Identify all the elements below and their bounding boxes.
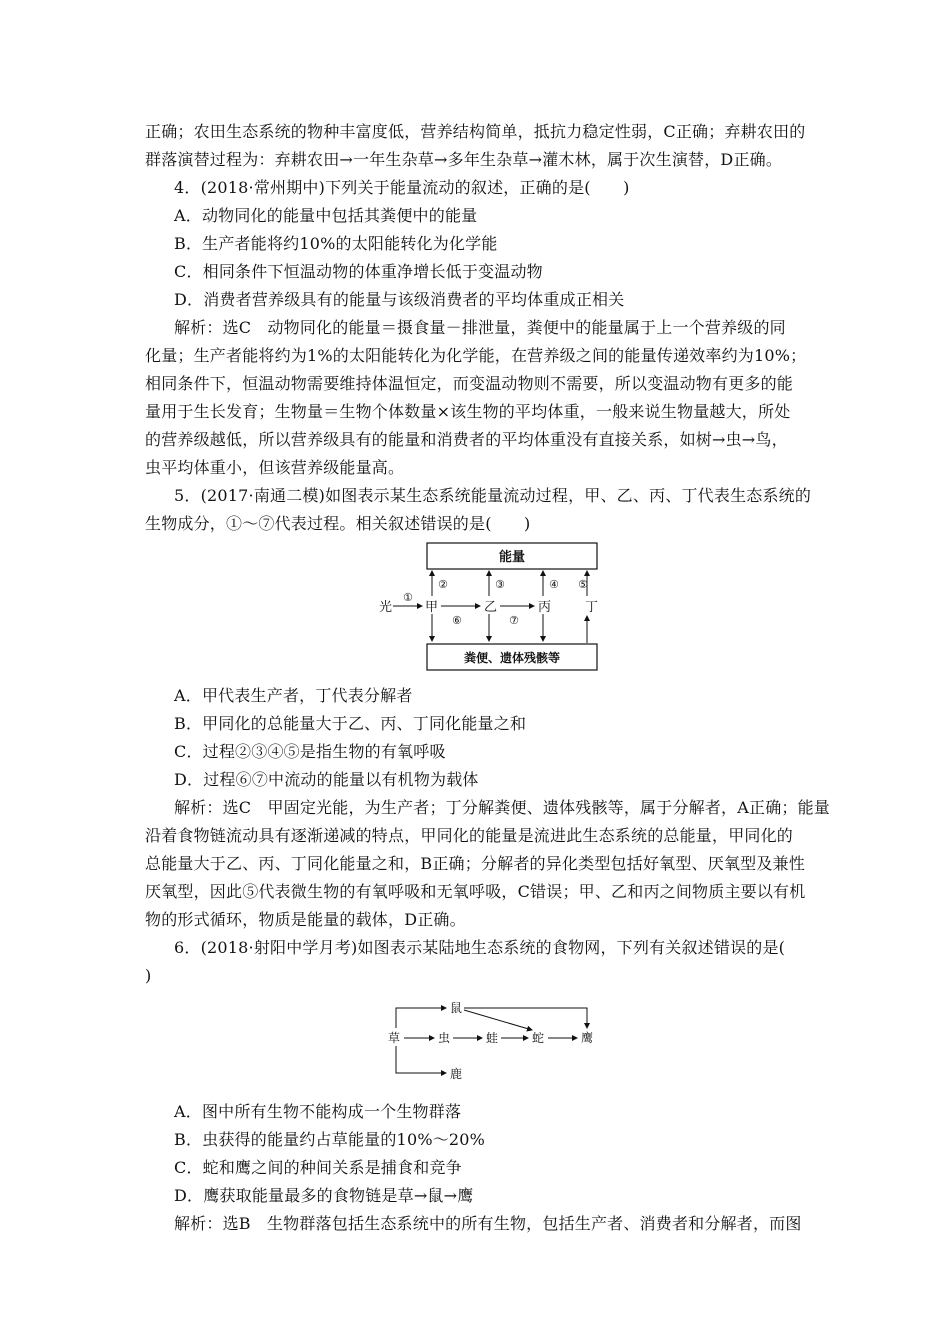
q6-analysis-line: 解析：选B 生物群落包括生态系统中的所有生物，包括生产者、消费者和分解者，而图 bbox=[174, 1214, 802, 1233]
energy-flow-diagram bbox=[375, 538, 610, 676]
label-7: ⑦ bbox=[509, 614, 519, 627]
node-snake: 蛇 bbox=[532, 1031, 545, 1045]
paragraph-line: 正确；农田生态系统的物种丰富度低，营养结构简单，抵抗力稳定性弱，C正确；弃耕农田的 bbox=[145, 122, 806, 141]
food-web-diagram bbox=[382, 988, 602, 1088]
q5-option-b: B．甲同化的总能量大于乙、丙、丁同化能量之和 bbox=[174, 714, 527, 733]
q4-analysis-line: 量用于生长发育；生物量＝生物个体数量×该生物的平均体重，一般来说生物量越大，所处 bbox=[145, 402, 791, 421]
q6-option-a: A．图中所有生物不能构成一个生物群落 bbox=[174, 1102, 462, 1121]
q5-option-d: D．过程⑥⑦中流动的能量以有机物为载体 bbox=[174, 770, 479, 789]
node-deer: 鹿 bbox=[450, 1067, 463, 1081]
energy-box-label: 能量 bbox=[498, 550, 526, 565]
q4-analysis-line: 虫平均体重小，但该营养级能量高。 bbox=[145, 458, 405, 477]
light-label: 光 bbox=[379, 600, 393, 615]
question-4-stem: 4．(2018·常州期中)下列关于能量流动的叙述，正确的是( ) bbox=[174, 178, 630, 197]
q5-analysis-line: 沿着食物链流动具有逐渐递减的特点，甲同化的能量是流进此生态系统的总能量，甲同化的 bbox=[145, 826, 794, 845]
q4-analysis-line: 化量；生产者能将约为1%的太阳能转化为化学能，在营养级之间的能量传递效率约为10%； bbox=[145, 346, 807, 365]
question-5-stem: 5．(2017·南通二模)如图表示某生态系统能量流动过程，甲、乙、丙、丁代表生态系统的 bbox=[174, 486, 812, 505]
q4-analysis-line: 解析：选C 动物同化的能量＝摄食量－排泄量，粪便中的能量属于上一个营养级的同 bbox=[174, 318, 786, 337]
node-frog: 蛙 bbox=[486, 1031, 499, 1045]
q6-option-b: B．虫获得的能量约占草能量的10%～20% bbox=[174, 1130, 486, 1149]
node-eagle: 鹰 bbox=[581, 1031, 594, 1045]
question-5-stem: 生物成分，①～⑦代表过程。相关叙述错误的是( ) bbox=[145, 514, 531, 533]
arrow-grass-to-deer bbox=[396, 1046, 446, 1073]
node-insect: 虫 bbox=[438, 1031, 451, 1045]
q5-option-a: A．甲代表生产者，丁代表分解者 bbox=[174, 686, 413, 705]
q5-analysis-line: 解析：选C 甲固定光能，为生产者；丁分解粪便、遗体残骸等，属于分解者，A正确；能量 bbox=[174, 798, 830, 817]
q4-option-d: D．消费者营养级具有的能量与该级消费者的平均体重成正相关 bbox=[174, 290, 625, 309]
q4-analysis-line: 的营养级越低，所以营养级具有的能量和消费者的平均体重没有直接关系，如树→虫→鸟， bbox=[145, 430, 788, 449]
question-6-stem: 6．(2018·射阳中学月考)如图表示某陆地生态系统的食物网，下列有关叙述错误的是( bbox=[174, 938, 786, 957]
label-1: ① bbox=[403, 591, 413, 604]
q5-analysis-line: 总能量大于乙、丙、丁同化能量之和，B正确；分解者的异化类型包括好氧型、厌氧型及兼性 bbox=[145, 854, 805, 873]
q4-option-b: B．生产者能将约10%的太阳能转化为化学能 bbox=[174, 234, 498, 253]
paragraph-line: 群落演替过程为：弃耕农田→一年生杂草→多年生杂草→灌木林，属于次生演替，D正确。 bbox=[145, 150, 783, 169]
node-bing: 丙 bbox=[538, 600, 552, 615]
q5-analysis-line: 物的形式循环，物质是能量的载体，D正确。 bbox=[145, 910, 466, 929]
node-grass: 草 bbox=[388, 1031, 401, 1045]
q6-option-c: C．蛇和鹰之间的种间关系是捕食和竞争 bbox=[174, 1158, 462, 1177]
node-jia: 甲 bbox=[425, 600, 439, 615]
q5-analysis-line: 厌氧型，因此⑤代表微生物的有氧呼吸和无氧呼吸，C错误；甲、乙和丙之间物质主要以有机 bbox=[145, 882, 806, 901]
q6-option-d: D．鹰获取能量最多的食物链是草→鼠→鹰 bbox=[174, 1186, 474, 1205]
q5-option-c: C．过程②③④⑤是指生物的有氧呼吸 bbox=[174, 742, 446, 761]
arrow-mouse-to-eagle bbox=[464, 1008, 587, 1028]
label-6: ⑥ bbox=[452, 614, 462, 627]
label-5: ⑤ bbox=[578, 578, 588, 591]
node-ding: 丁 bbox=[585, 600, 599, 615]
node-mouse: 鼠 bbox=[450, 1001, 463, 1015]
q4-option-c: C．相同条件下恒温动物的体重净增长低于变温动物 bbox=[174, 262, 543, 281]
question-6-stem: ) bbox=[145, 966, 152, 985]
q4-option-a: A．动物同化的能量中包括其粪便中的能量 bbox=[174, 206, 478, 225]
waste-box-label: 粪便、遗体残骸等 bbox=[463, 651, 561, 665]
label-2: ② bbox=[438, 578, 448, 591]
label-3: ③ bbox=[495, 578, 505, 591]
node-yi: 乙 bbox=[484, 600, 498, 615]
q4-analysis-line: 相同条件下，恒温动物需要维持体温恒定，而变温动物则不需要，所以变温动物有更多的能 bbox=[145, 374, 794, 393]
label-4: ④ bbox=[549, 578, 559, 591]
arrow-mouse-to-snake bbox=[464, 1010, 532, 1030]
arrow-grass-to-mouse bbox=[396, 1008, 446, 1028]
